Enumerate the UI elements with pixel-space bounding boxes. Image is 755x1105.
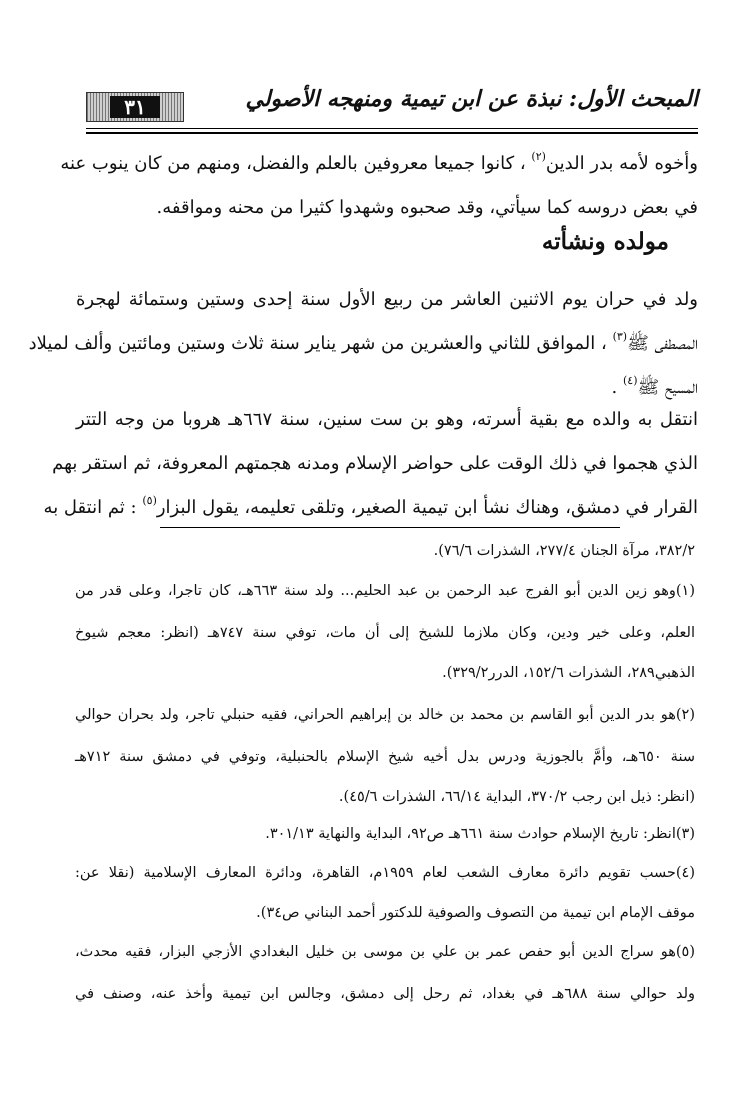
text-segment: المسيح ﷺ (637, 377, 698, 398)
text-segment: ، كانوا جميعا معروفين بالعلم والفضل، ومنهم من كان ينوب عنه (60, 153, 526, 174)
footnote-ref: (٢) (531, 150, 546, 163)
footnote-separator (160, 527, 620, 528)
footnote-2-line: (٢)هو بدر الدين أبو القاسم بن محمد بن خالد بن إبراهيم الحراني، فقيه حنبلي تاجر، ولد بحران حوالي (75, 707, 695, 723)
paragraph-line: في بعض دروسه كما سيأتي، وقد صحبوه وشهدوا كثيرا من محنه ومواقفه. (156, 197, 698, 218)
paragraph-3 (43, 398, 698, 530)
paragraph-line (28, 322, 698, 366)
paragraph-2 (28, 278, 698, 410)
page-number: ٣١ (110, 96, 159, 118)
footnote-5-line: (٥)هو سراج الدين أبو حفص عمر بن علي بن موسى بن خليل البغدادي الأزجي البزار، فقيه محدث، (75, 944, 695, 960)
section-heading: مولده ونشأته (541, 228, 669, 255)
footnote-ref: (٣) (612, 330, 628, 343)
footnote-5-line: ولد حوالي سنة ٦٨٨هـ في بغداد، ثم رحل إلى دمشق، وجالس ابن تيمية وأخذ عنه، وصنف في (75, 986, 695, 1002)
footnote-ref: (٤) (622, 374, 638, 387)
paragraph-line: الذي هجموا في ذلك الوقت على حواضر الإسلام ومدنه هجمتهم المعروفة، ثم استقر بهم (52, 453, 698, 474)
footnote-carryover: ٣٨٢/٢، مرآة الجنان ٢٧٧/٤، الشذرات ٧٦/٦). (433, 543, 695, 559)
header-rule-thick (86, 132, 698, 134)
paragraph-line (60, 142, 698, 186)
text-segment: القرار في دمشق، وهناك نشأ ابن تيمية الصغير، وتلقى تعليمه، يقول البزار (156, 497, 698, 518)
text-segment: ، الموافق للثاني والعشرين من شهر يناير سنة ثلاث وستين ومائتين وألف لميلاد (28, 333, 607, 354)
footnote-1-line: العلم، وعلى خير ودين، وكان ملازما للشيخ إلى أن مات، توفي سنة ٧٤٧هـ (انظر: معجم شيوخ (75, 625, 695, 641)
footnote-1-line: (١)وهو زين الدين أبو الفرج عبد الرحمن بن عبد الحليم... ولد سنة ٦٦٣هـ، كان تاجرا، وعلى قدر من (75, 583, 696, 599)
text-segment: وأخوه لأمه بدر الدين (545, 153, 698, 174)
text-segment: . (611, 377, 618, 398)
footnote-2-line: (انظر: ذيل ابن رجب ٣٧٠/٢، البداية ٦٦/١٤، الشذرات ٤٥/٦). (338, 789, 695, 805)
page-number-box (86, 92, 184, 122)
footnote-4-line: موقف الإمام ابن تيمية من التصوف والصوفية للدكتور أحمد البناني ص٣٤). (256, 905, 695, 921)
page-header (86, 82, 698, 130)
footnote-3-line: (٣)انظر: تاريخ الإسلام حوادث سنة ٦٦١هـ ص٩٢، البداية والنهاية ٣٠١/١٣. (265, 826, 695, 842)
paragraph-line: انتقل به والده مع بقية أسرته، وهو بن ست سنين، سنة ٦٦٧هـ هروبا من وجه التتر (76, 409, 698, 430)
footnote-2-line: سنة ٦٥٠هـ، وأمَّ بالجوزية ودرس بدل أخيه شيخ الإسلام بالحنبلية، وتوفي في دمشق سنة ٧١٢هـ (75, 749, 695, 765)
footnote-ref: (٥) (142, 494, 157, 507)
header-rule-thin (86, 128, 698, 129)
paragraph-line: ولد في حران يوم الاثنين العاشر من ربيع الأول سنة إحدى وستين وستمائة لهجرة (76, 289, 698, 310)
text-segment: : ثم انتقل به (43, 497, 137, 518)
footnote-4-line: (٤)حسب تقويم دائرة معارف الشعب لعام ١٩٥٩م، القاهرة، ودائرة المعارف الإسلامية (نقلا عن: (75, 865, 695, 881)
running-title: المبحث الأول: نبذة عن ابن تيمية ومنهجه الأصولي (245, 86, 698, 112)
footnote-1-line: الذهبي٢٨٩، الشذرات ١٥٢/٦، الدرر٣٢٩/٢). (442, 665, 695, 681)
paragraph-1 (60, 142, 698, 230)
text-segment: المصطفى ﷺ (627, 333, 698, 354)
paragraph-line (43, 486, 698, 530)
